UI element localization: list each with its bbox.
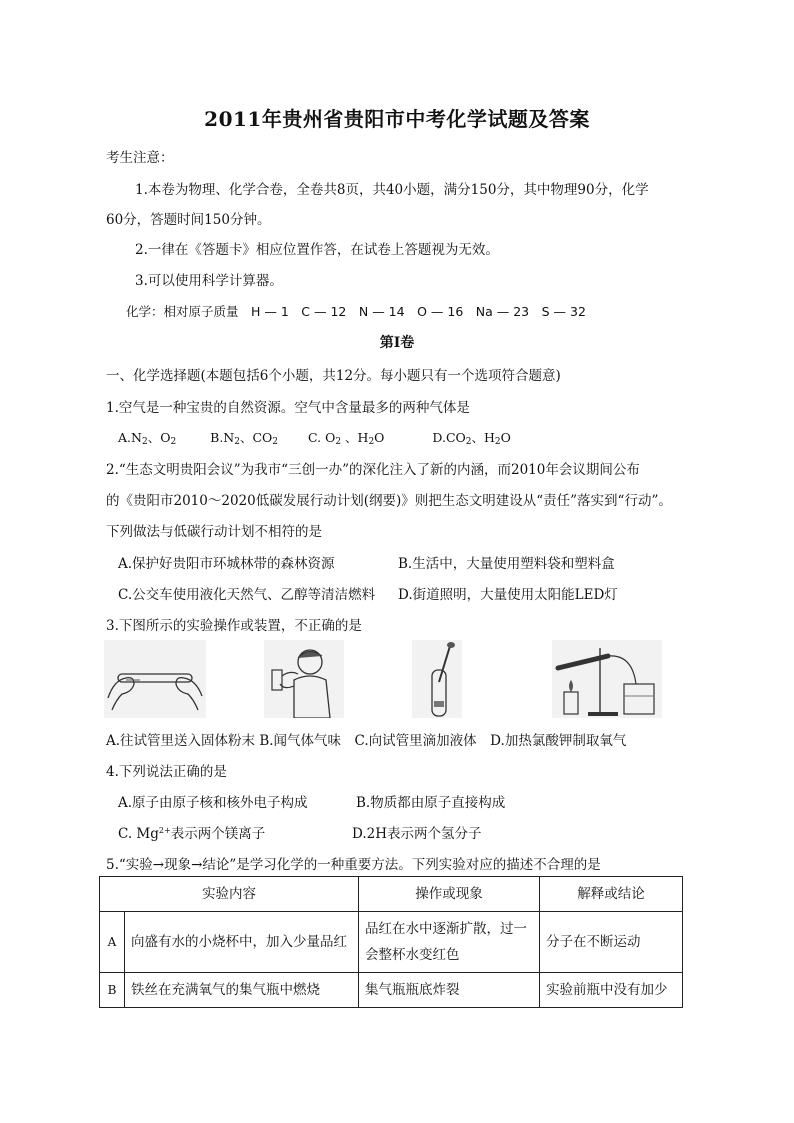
test-tube-powder-illustration: [104, 640, 206, 718]
q2-option-a: A.保护好贵阳市环城林带的森林资源: [118, 556, 335, 572]
row-conclusion: 实验前瓶中没有加少: [540, 973, 683, 1008]
q1-option-c: C. $O_2$ 、$H_2O$: [308, 430, 385, 447]
dropper-test-tube-illustration: [412, 640, 462, 718]
q2-line-3: 下列做法与低碳行动计划不相符的是: [106, 524, 322, 540]
q1-option-d: $D.CO_2$、$H_2O$: [432, 430, 511, 447]
notice-item-3: 3.可以使用科学计算器。: [135, 273, 283, 289]
heating-apparatus-illustration: [552, 640, 662, 718]
q2-line-1: 2.“生态文明贵阳会议”为我市“三创一办”的深化注入了新的内涵，而2010年会议期间公布: [106, 462, 640, 478]
q2-option-d: D.街道照明，大量使用太阳能LED灯: [398, 587, 618, 603]
q1-option-a: $A.N_2$、$O_2$: [118, 430, 177, 447]
q2-line-2: 的《贵阳市2010～2020低碳发展行动计划(纲要)》则把生态文明建设从“责任”落实到“行动”。: [106, 493, 672, 509]
row-content: 铁丝在充满氧气的集气瓶中燃烧: [125, 973, 359, 1008]
notice-item-1-line-1: 1.本卷为物理、化学合卷，全卷共8页，共40小题，满分150分，其中物理90分，化学: [135, 182, 649, 198]
header-conclusion: 解释或结论: [540, 877, 683, 912]
q3-stem: 3.下图所示的实验操作或装置，不正确的是: [106, 618, 362, 634]
q4-stem: 4.下列说法正确的是: [106, 764, 227, 780]
q3-figures: [104, 640, 662, 720]
q2-option-b: B.生活中，大量使用塑料袋和塑料盒: [398, 556, 615, 572]
q3-options: A.往试管里送入固体粉末 B.闻气体气味 C.向试管里滴加液体 D.加热氯酸钾制取氧气: [106, 733, 627, 749]
part-heading: 一、化学选择题(本题包括6个小题，共12分。每小题只有一个选项符合题意): [106, 368, 561, 384]
row-conclusion: 分子在不断运动: [540, 912, 683, 973]
q5-table: [99, 876, 683, 1008]
table-row: [100, 973, 683, 1008]
row-label: A: [100, 912, 125, 973]
q1-stem: 1.空气是一种宝贵的自然资源。空气中含量最多的两种气体是: [106, 400, 470, 416]
row-phenomenon: 品红在水中逐渐扩散，过一会整杯水变红色: [359, 912, 540, 973]
row-phenomenon: 集气瓶瓶底炸裂: [359, 973, 540, 1008]
q4-option-b: B.物质都由原子直接构成: [356, 795, 506, 811]
notice-heading: 考生注意：: [106, 150, 174, 166]
q4-option-d: D.2H表示两个氢分子: [352, 826, 482, 842]
section-title: 第Ⅰ卷: [379, 335, 415, 351]
header-phenomenon: 操作或现象: [359, 877, 540, 912]
table-row: [100, 912, 683, 973]
q1-option-b: $B.N_2$、$CO_2$: [210, 430, 279, 447]
notice-item-2: 2.一律在《答题卡》相应位置作答，在试卷上答题视为无效。: [135, 242, 499, 258]
q1-options: [118, 428, 511, 446]
header-content: 实验内容: [100, 877, 359, 912]
smell-gas-illustration: [264, 640, 344, 718]
q4-option-a: A.原子由原子核和核外电子构成: [118, 795, 308, 811]
document-title: 2011年贵州省贵阳市中考化学试题及答案: [204, 107, 590, 131]
atomic-mass-list: 化学：相对原子质量 H — 1 C — 12 N — 14 O — 16 Na — 23 S — 32: [126, 304, 586, 319]
notice-item-1-line-2: 60分，答题时间150分钟。: [106, 212, 271, 228]
table-header-row: [100, 877, 683, 912]
q5-stem: 5.“实验→现象→结论”是学习化学的一种重要方法。下列实验对应的描述不合理的是: [106, 857, 601, 873]
q2-option-c: C.公交车使用液化天然气、乙醇等清洁燃料: [118, 587, 376, 603]
row-label: B: [100, 973, 125, 1008]
row-content: 向盛有水的小烧杯中，加入少量品红: [125, 912, 359, 973]
q4-option-c: C. $Mg^{2+}$表示两个镁离子: [118, 826, 266, 842]
